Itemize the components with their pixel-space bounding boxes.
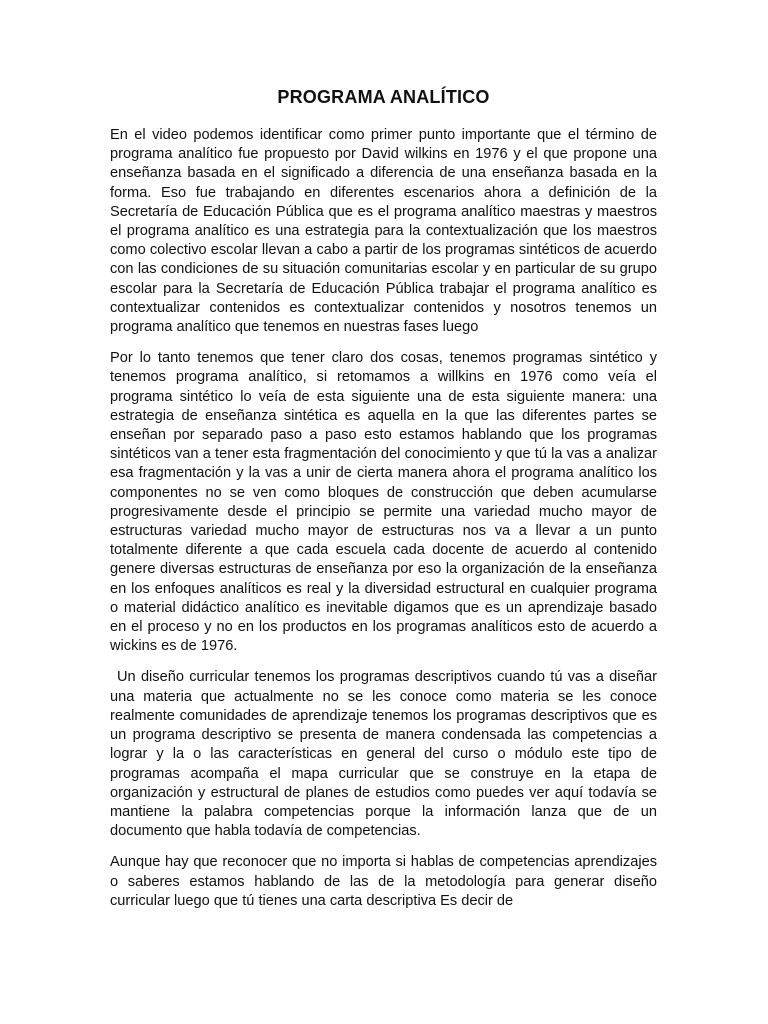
document-title: PROGRAMA ANALÍTICO: [277, 87, 490, 107]
paragraph-3: Un diseño curricular tenemos los programas descriptivos cuando tú vas a diseñar una materia que actualmente no se les conoce como materia se les conoce realmente comunidades de aprendizaje tenemos los programas descriptivos que es un programa descriptivo se presenta de manera condensada las competencias a lograr y la o las características en general del curso o módulo este tipo de programas acompaña el mapa curricular que se construye en la etapa de organización y estructural de planes de estudios como puedes ver aquí todavía se mantiene la palabra competencias porque la información lanza que de un documento que habla todavía de competencias.: [110, 669, 657, 840]
paragraph-1: En el video podemos identificar como primer punto importante que el término de programa analítico fue propuesto por David wilkins en 1976 y el que propone una enseñanza basada en el significado a diferencia de una enseñanza basada en la forma. Eso fue trabajando en diferentes escenarios ahora a definición de la Secretaría de Educación Pública que es el programa analítico maestras y maestros el programa analítico es una estrategia para la contextualización que los maestros como colectivo escolar llevan a cabo a partir de los programas sintéticos de acuerdo con las condiciones de su situación comunitarias escolar y en particular de su grupo escolar para la Secretaría de Educación Pública trabajar el programa analítico es contextualizar contenidos es contextualizar contenidos y nosotros tenemos un programa analítico que tenemos en nuestras fases luego: [110, 127, 657, 336]
paragraph-4: Aunque hay que reconocer que no importa si hablas de competencias aprendizajes o saberes estamos hablando de las de la metodología para generar diseño curricular luego que tú tienes una carta descriptiva Es decir de: [110, 854, 657, 909]
paragraph-2: Por lo tanto tenemos que tener claro dos cosas, tenemos programas sintético y tenemos programa analítico, si retomamos a willkins en 1976 como veía el programa sintético lo veía de esta siguiente una de esta siguiente manera: una estrategia de enseñanza sintética es aquella en la que las diferentes partes se enseñan por separado paso a paso esto estamos hablando que los programas sintéticos van a tener esta fragmentación del conocimiento y que tú la vas a analizar esa fragmentación y la vas a unir de cierta manera ahora el programa analítico los componentes no se ven como bloques de construcción que deben acumularse progresivamente desde el principio se permite una variedad mucho mayor de estructuras variedad mucho mayor de estructuras nos va a llevar a un punto totalmente diferente a que cada escuela cada docente de acuerdo al contenido genere diversas estructuras de enseñanza por eso la organización de la enseñanza en los enfoques analíticos es real y la diversidad estructural en cualquier programa o material didáctico analítico es inevitable digamos que es un aprendizaje basado en el proceso y no en los productos en los programas analíticos esto de acuerdo a wickins es de 1976.: [110, 350, 657, 655]
document-page: [110, 86, 657, 923]
